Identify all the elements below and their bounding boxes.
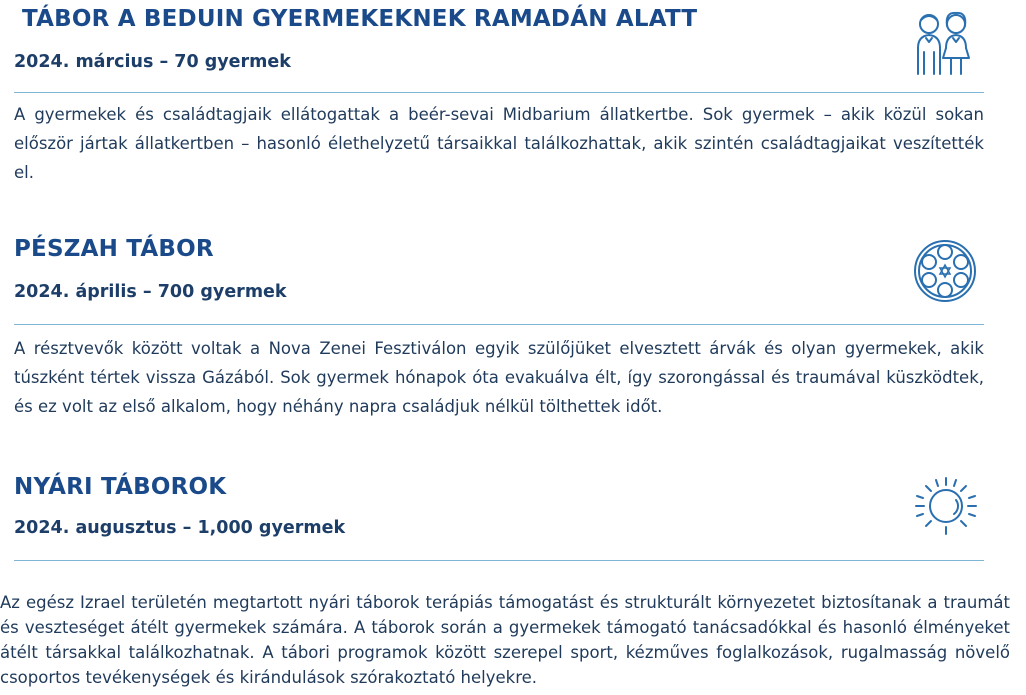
- section-body: A résztvevők között voltak a Nova Zenei Fesztiválon egyik szülőjüket elvesztett árvák és olyan gyermekek, akik túszként tértek vissza Gázából. Sok gyermek hónapok óta evakuálva élt, így szorongással és traumával küszködtek, és ez volt az első alkalom, hogy néhány napra családjuk nélkül tölthettek időt.: [14, 339, 984, 416]
- section-subtitle: 2024. április – 700 gyermek: [14, 282, 287, 302]
- section-title: NYÁRI TÁBOROK: [14, 474, 227, 500]
- divider: [14, 560, 984, 561]
- section-subtitle: 2024. augusztus – 1,000 gyermek: [14, 518, 346, 538]
- section-title: TÁBOR A BEDUIN GYERMEKEKNEK RAMADÁN ALATT: [22, 6, 698, 32]
- section-body: Az egész Izrael területén megtartott nyári táborok terápiás támogatást és strukturált környezetet biztosítanak a traumát és veszteséget átélt gyermekek számára. A táborok során a gyermekek támogató tanácsadókkal és hasonló élményeket átélt társakkal találkozhatnak. A tábori programok között szerepel sport, kézműves foglalkozások, rugalmasság növelő csoportos tevékenységek és kirándulások szórakoztató helyekre.: [0, 593, 1010, 687]
- section-title: PÉSZAH TÁBOR: [14, 236, 214, 262]
- sun-icon: [912, 476, 980, 536]
- section-subtitle: 2024. március – 70 gyermek: [14, 52, 291, 72]
- section-body: A gyermekek és családtagjaik ellátogattak a beér-sevai Midbarium állatkertbe. Sok gyermek – akik közül sokan először jártak állatkertben – hasonló élethelyzetű társaikkal találkozhattak, akik szintén családtagjaikat veszítették el.: [14, 105, 984, 182]
